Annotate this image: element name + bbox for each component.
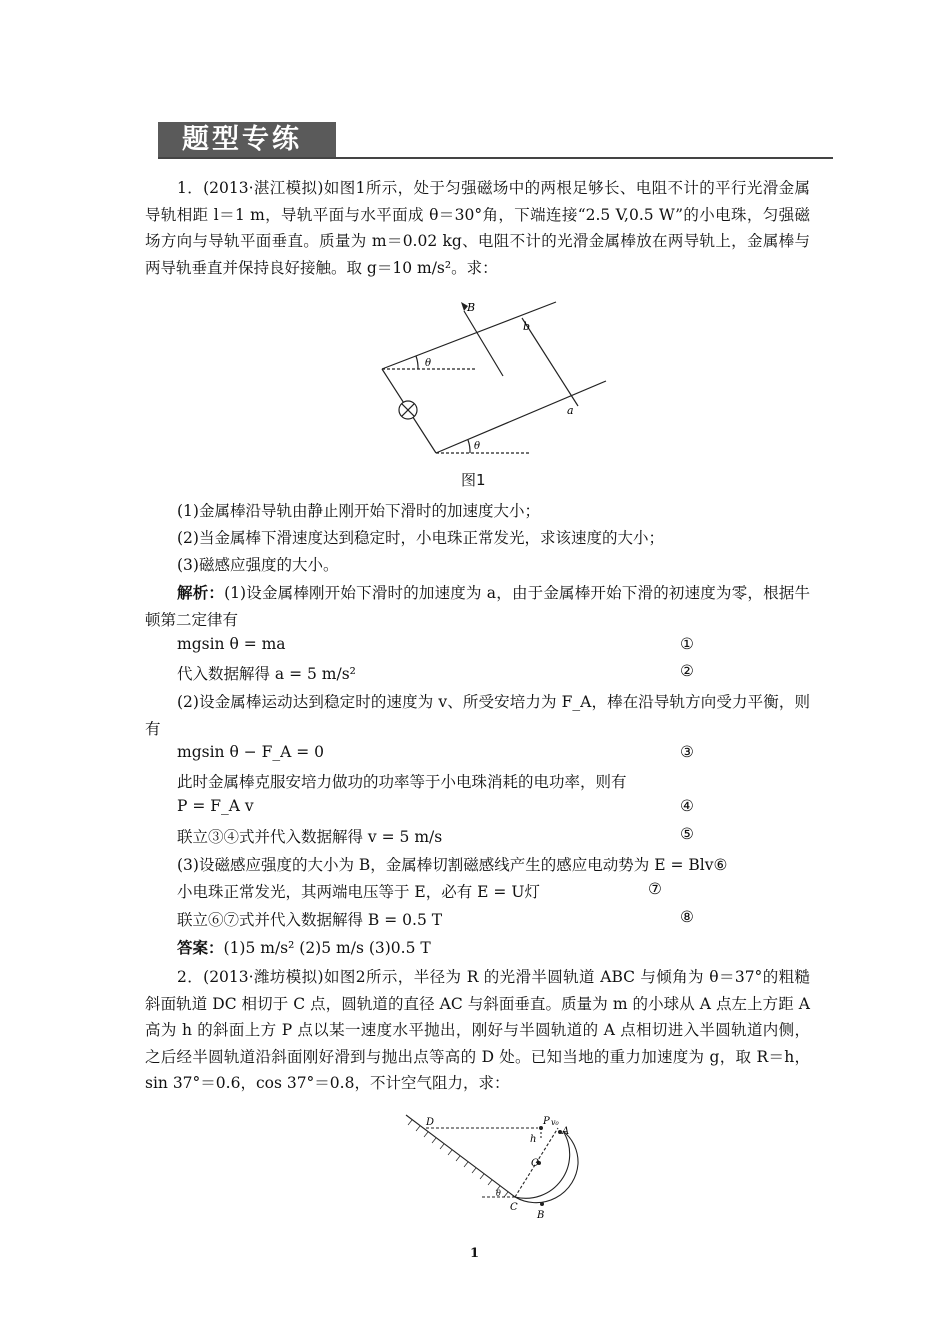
- q1-eq3: mgsin θ − F_A = 0: [177, 743, 325, 761]
- q1-sub1: (1)金属棒沿导轨由静止刚开始下滑时的加速度大小；: [177, 502, 540, 520]
- q1-eq2: 代入数据解得 a = 5 m/s²: [177, 665, 356, 683]
- q1-analysis-intro: 解析：(1)设金属棒刚开始下滑时的加速度为 a，由于金属棒开始下滑的初速度为零，根据牛顿第二定律有: [145, 583, 810, 629]
- analysis-label: 解析：: [177, 583, 225, 602]
- figure-1-label-b: b: [523, 320, 531, 333]
- q1-sub2: (2)当金属棒下滑速度达到稳定时，小电珠正常发光，求该速度的大小；: [177, 529, 664, 547]
- q1-part2: (2)设金属棒运动达到稳定时的速度为 v、所受安培力为 F_A，棒在沿导轨方向受力平衡，则有: [145, 693, 810, 738]
- figure-1-theta-top: θ: [425, 358, 432, 369]
- question-1-stem: 1．(2013·湛江模拟)如图1所示，处于匀强磁场中的两根足够长、电阻不计的平行光滑金属导轨相距 l＝1 m，导轨平面与水平面成 θ＝30°角，下端连接“2.5 V,0.5 W”的小电珠，匀强磁场方向与导轨平面垂直。质量为 m＝0.02 kg、电阻不计的光滑金属棒放在两导轨上，金属棒与两导轨垂直并保持良好接触。取 g＝10 m/s²。求：: [145, 179, 810, 277]
- figure-2-label-O: O: [531, 1158, 540, 1169]
- figure-2-label-B: B: [537, 1210, 545, 1221]
- q1-mark1: ①: [680, 635, 694, 653]
- q1-power-line: 此时金属棒克服安培力做功的功率等于小电珠消耗的电功率，则有: [177, 773, 627, 791]
- q1-mark2: ②: [680, 662, 694, 680]
- q1-mark7: ⑦: [648, 880, 662, 898]
- figure-2-label-v0: v₀: [551, 1118, 559, 1127]
- figure-1-caption: 图1: [461, 471, 486, 489]
- q1-part3: (3)设磁感应强度的大小为 B，金属棒切割磁感线产生的感应电动势为 E = Blv⑥: [177, 856, 728, 874]
- figure-2-label-D: D: [426, 1117, 435, 1128]
- figure-1-label-a: a: [567, 404, 574, 417]
- figure-2-label-theta: θ: [496, 1189, 501, 1198]
- figure-2-diagram: [398, 1112, 598, 1222]
- q1-mark4: ④: [680, 797, 694, 815]
- q1-eq5: 联立③④式并代入数据解得 v = 5 m/s: [177, 828, 443, 846]
- figure-2-label-C: C: [510, 1202, 518, 1213]
- q1-mark3: ③: [680, 743, 694, 761]
- figure-2-label-P: P: [543, 1116, 550, 1127]
- q1-eq1: mgsin θ = ma: [177, 635, 286, 653]
- figure-1-label-B: B: [467, 301, 476, 314]
- question-2-stem: 2．(2013·潍坊模拟)如图2所示，半径为 R 的光滑半圆轨道 ABC 与倾角为 θ＝37°的粗糙斜面轨道 DC 相切于 C 点，圆轨道的直径 AC 与斜面垂直。质量为 m 的小球从 A 点左上方距 A 高为 h 的斜面上方 P 点以某一速度水平抛出，刚好与半圆轨道的 A 点相切进入半圆轨道内侧，之后经半圆轨道沿斜面刚好滑到与抛出点等高的 D 处。已知当地的重力加速度为 g，取 R＝h，sin 37°＝0.6，cos 37°＝0.8，不计空气阻力，求：: [145, 968, 810, 1092]
- section-title: 题型专练: [158, 122, 336, 157]
- figure-2-label-A: A: [562, 1126, 570, 1137]
- q1-eq7: 小电珠正常发光，其两端电压等于 E，必有 E = U灯: [177, 883, 540, 901]
- q1-eq4: P = F_A v: [177, 797, 254, 815]
- section-rule: [158, 157, 833, 159]
- q1-answer: 答案：(1)5 m/s² (2)5 m/s (3)0.5 T: [177, 938, 431, 957]
- figure-1-diagram: [370, 296, 620, 461]
- q1-mark5: ⑤: [680, 825, 694, 843]
- q1-sub3: (3)磁感应强度的大小。: [177, 556, 339, 574]
- q1-mark8: ⑧: [680, 908, 694, 926]
- q1-eq8: 联立⑥⑦式并代入数据解得 B = 0.5 T: [177, 911, 443, 929]
- page-number: 1: [470, 1246, 480, 1261]
- figure-2-label-h: h: [530, 1134, 537, 1145]
- figure-1-theta-bottom: θ: [474, 441, 481, 452]
